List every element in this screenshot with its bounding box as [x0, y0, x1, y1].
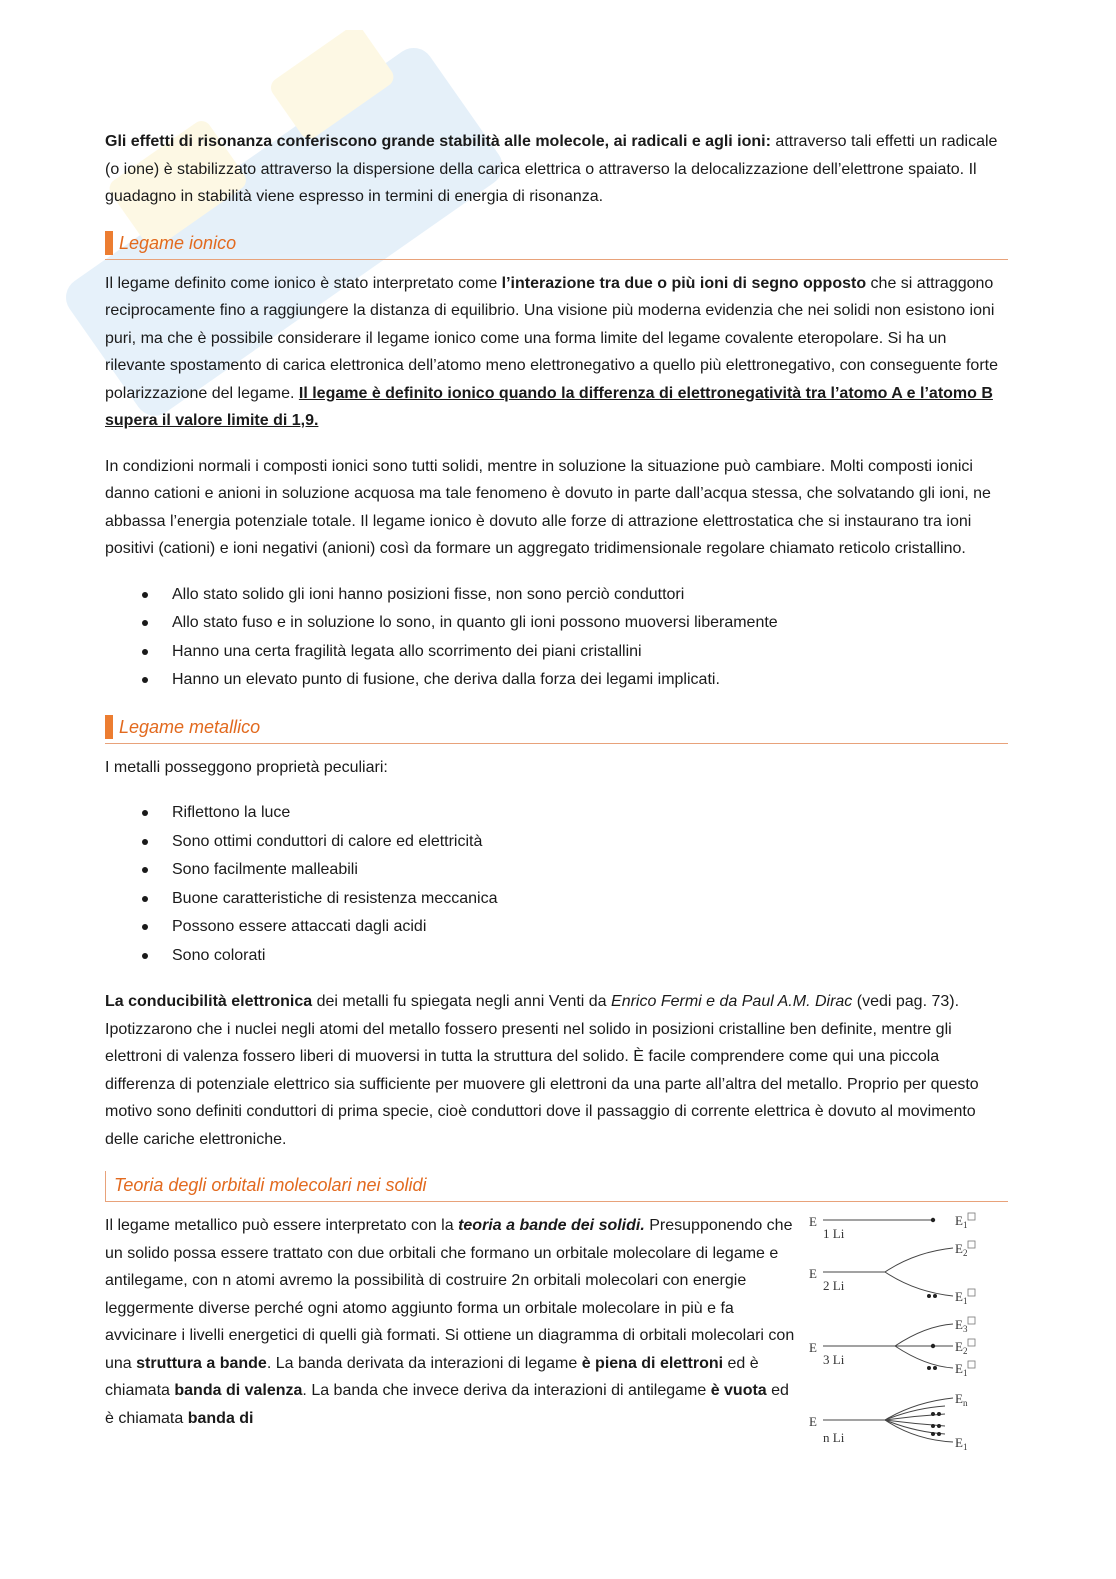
text-span: . La banda che invece deriva da interazioni di antilegame	[302, 1382, 711, 1399]
bold-span: banda di	[187, 1409, 254, 1427]
text-span: . La banda derivata da interazioni di legame	[266, 1354, 582, 1372]
list-item: Sono facilmente malleabili	[172, 856, 1008, 885]
text-span: ed è chiamata	[105, 1354, 759, 1399]
metallic-bullet-list	[105, 799, 1008, 970]
level-label: $E_1$	[955, 1289, 968, 1306]
orbitals-paragraph	[105, 1212, 795, 1432]
text-span: Presupponendo che un solido possa essere trattato con due orbitali che formano un orbitale molecolare di legame e antilegame, con n atomi avremo la possibilità di costruire 2n orbitali molecolari con energie leggermente diverse perché ogni atomo aggiunto forma un orbitale molecolare in più e fa avvicinare i livelli energetici di quelli già formati. Si ottiene un diagramma di orbitali molecolari con una	[105, 1217, 795, 1372]
text-span: Il legame metallico può essere interpretato con la	[105, 1217, 459, 1234]
heading-bar	[105, 715, 113, 739]
level-label: $E_2$	[955, 1339, 968, 1356]
list-item: Sono colorati	[172, 942, 1008, 971]
level-label: $E_n$	[955, 1391, 968, 1408]
conductivity-paragraph	[105, 988, 1008, 1153]
intro-bold: Gli effetti di risonanza conferiscono grande stabilità alle molecole, ai radicali e agli ioni:	[105, 133, 771, 150]
row-label: 1 Li	[823, 1226, 845, 1241]
energy-label: E	[809, 1340, 817, 1355]
list-item: Sono ottimi conduttori di calore ed elettricità	[172, 828, 1008, 857]
level-label: $E_3$	[955, 1317, 968, 1334]
list-item: Possono essere attaccati dagli acidi	[172, 913, 1008, 942]
metallic-intro: I metalli posseggono proprietà peculiari:	[105, 758, 388, 776]
list-item: Riflettono la luce	[172, 799, 1008, 828]
text-span: ed è chiamata	[105, 1382, 789, 1427]
intro-paragraph	[105, 128, 1008, 211]
energy-label: E	[809, 1414, 817, 1429]
bold-span: l’interazione tra due o più ioni di segno opposto	[501, 274, 867, 292]
bold-span: banda di valenza	[174, 1382, 303, 1399]
text-span: che si attraggono reciprocamente fino a raggiungere la distanza di equilibrio. Una visione più moderna evidenzia che nei solidi non esistono ioni puri, ma che è possibile considerare il legame ionico come una forma limite del legame covalente eteropolare. Si ha un rilevante spostamento di carica elettronica dell’atomo meno elettronegativo a quello più elettronegativo, con conseguente forte polarizzazione del legame.	[105, 274, 998, 402]
level-label: $E_1$	[955, 1435, 968, 1452]
row-label: n Li	[823, 1430, 845, 1445]
list-item: Hanno una certa fragilità legata allo scorrimento dei piani cristallini	[172, 638, 1008, 667]
ionic-paragraph-2: In condizioni normali i composti ionici sono tutti solidi, mentre in soluzione la situazione può cambiare. Molti composti ionici danno cationi e anioni in soluzione acquosa ma tale fenomeno è dovuto in parte dall’acqua stessa, che solvatando gli ioni, ne abbassa l’energia potenziale totale. Il legame ionico è dovuto alle forze di attrazione elettrostatica che si instaurano tra ioni positivi (cationi) e ioni negativi (anioni) così da formare un aggregato tridimensionale regolare chiamato reticolo cristallino.	[105, 457, 991, 557]
intro-rest: attraverso tali effetti un radicale (o ione) è stabilizzato attraverso la dispersione della carica elettrica o attraverso la delocalizzazione dell’elettrone spaiato. Il guadagno in stabilità viene espresso in termini di energia di risonanza.	[105, 133, 998, 205]
energy-label: E	[809, 1266, 817, 1281]
list-item: Hanno un elevato punto di fusione, che deriva dalla forza dei legami implicati.	[172, 666, 1008, 695]
bold-span: La conducibilità elettronica	[105, 993, 313, 1010]
document-page	[105, 128, 1008, 1452]
level-label: $E_1$	[955, 1213, 968, 1230]
heading-title: Legame metallico	[119, 716, 261, 737]
energy-label: E	[809, 1214, 817, 1229]
list-item: Allo stato fuso e in soluzione lo sono, in quanto gli ioni possono muoversi liberamente	[172, 609, 1008, 638]
heading-title: Legame ionico	[119, 232, 237, 253]
text-span: dei metalli fu spiegata negli anni Venti da	[312, 993, 612, 1010]
bold-span: è piena di elettroni	[581, 1354, 724, 1372]
bold-span: è vuota	[710, 1382, 767, 1399]
bold-italic-span: teoria a bande dei solidi.	[458, 1217, 645, 1234]
level-label: $E_2$	[955, 1241, 968, 1258]
row-label: 2 Li	[823, 1278, 845, 1293]
list-item: Allo stato solido gli ioni hanno posizioni fisse, non sono perciò conduttori	[172, 581, 1008, 610]
heading-bar	[105, 231, 113, 255]
bold-span: struttura a bande	[136, 1354, 267, 1372]
text-span: (vedi pag. 73). Ipotizzarono che i nuclei negli atomi del metallo fossero presenti nel solido in posizioni cristalline ben definite, mentre gli elettroni di valenza fossero liberi di muoversi in tutta la struttura del solido. È facile comprendere come qui una piccola differenza di potenziale elettrico sia sufficiente per muovere gli elettroni da una parte all’altra del metallo. Proprio per questo motivo sono definiti conduttori di prima specie, cioè conduttori dove il passaggio di corrente elettrica è dovuto al movimento delle cariche elettroniche.	[105, 993, 979, 1148]
section-heading-metallic	[105, 713, 1008, 744]
underlined-definition: Il legame è definito ionico quando la differenza di elettronegatività tra l’atomo A e l’atomo B supera il valore limite di 1,9.	[105, 384, 993, 429]
italic-span: Enrico Fermi e da Paul A.M. Dirac	[611, 993, 853, 1010]
orbitals-section	[105, 1212, 1008, 1452]
text-span: Il legame definito come ionico è stato interpretato come	[105, 274, 502, 292]
level-label: $E_1$	[955, 1361, 968, 1378]
ionic-paragraph-1	[105, 270, 1008, 435]
ionic-bullet-list	[105, 581, 1008, 695]
list-item: Buone caratteristiche di resistenza meccanica	[172, 885, 1008, 914]
heading-title: Teoria degli orbitali molecolari nei solidi	[114, 1175, 427, 1195]
row-label: 3 Li	[823, 1352, 845, 1367]
band-diagram	[805, 1206, 1005, 1456]
section-heading-orbitals	[105, 1171, 1008, 1202]
section-heading-ionic	[105, 229, 1008, 260]
